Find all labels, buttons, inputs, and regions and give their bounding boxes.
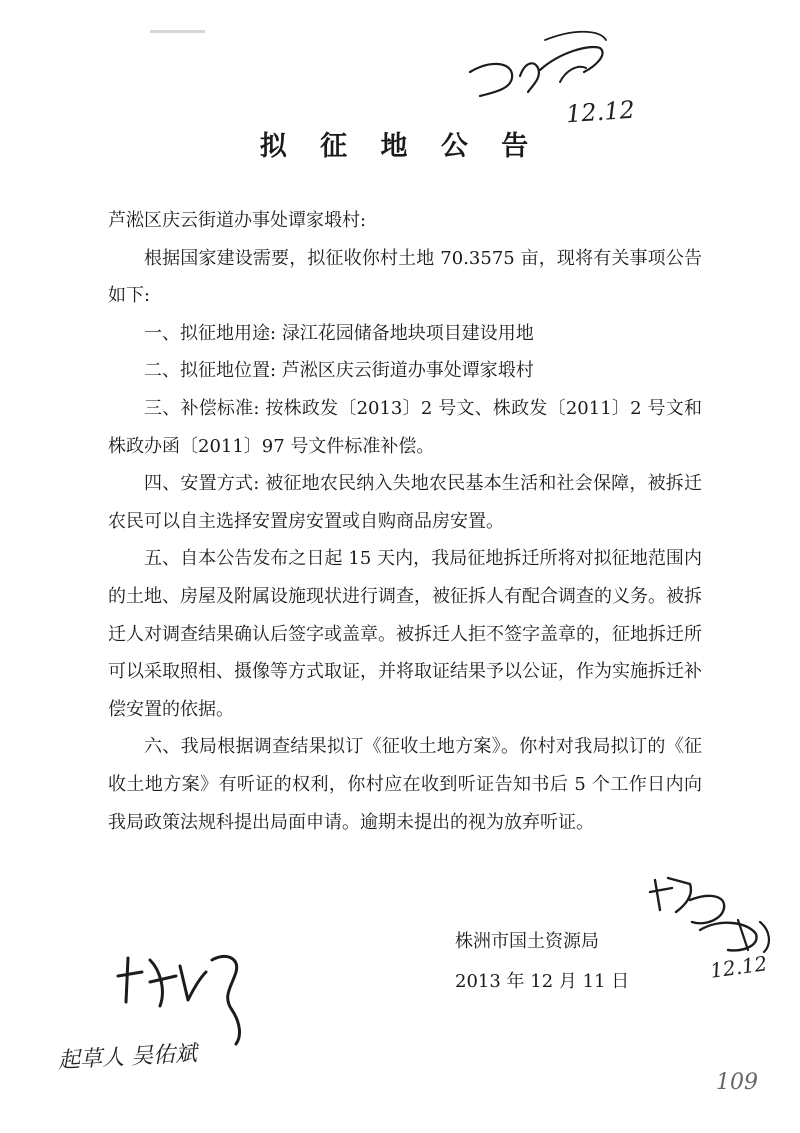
item-compensation: 三、补偿标准: 按株政发〔2013〕2 号文、株政发〔2011〕2 号文和株政办函〔2011〕97 号文件标准补偿。 xyxy=(108,397,702,457)
issue-date: 2013 年 12 月 11 日 xyxy=(455,971,630,992)
issuer-name: 株洲市国土资源局 xyxy=(455,931,599,952)
item-resettlement: 四、安置方式: 被征地农民纳入失地农民基本生活和社会保障，被拆迁农民可以自主选择安置房安置或自购商品房安置。 xyxy=(108,473,702,532)
issuer-block xyxy=(455,922,675,1002)
notice-body xyxy=(108,202,702,841)
page-number: 109 xyxy=(716,1070,758,1095)
page-title: 拟 征 地 公 告 xyxy=(259,131,541,162)
top-signature xyxy=(470,32,606,96)
item-purpose: 一、拟征地用途: 渌江花园储备地块项目建设用地 xyxy=(144,322,534,344)
top-right-handwritten-date: 12.12 xyxy=(565,95,636,129)
right-handwritten-date: 12.12 xyxy=(708,951,769,983)
left-signature xyxy=(118,956,239,1044)
item-location: 二、拟征地位置: 芦淞区庆云街道办事处谭家塅村 xyxy=(144,360,534,382)
intro-paragraph: 根据国家建设需要，拟征收你村土地 70.3575 亩，现将有关事项公告如下: xyxy=(108,247,702,307)
drafter-note: 起草人 吴佑斌 xyxy=(57,1041,198,1074)
item-survey: 五、自本公告发布之日起 15 天内，我局征地拆迁所将对拟征地范围内的土地、房屋及附属设施现状进行调查，被征拆人有配合调查的义务。被拆迁人对调查结果确认后签字或盖章。被拆迁人拒不签字盖章的，征地拆迁所可以采取照相、摄像等方式取证，并将取证结果予以公证，作为实施拆迁补偿安置的依据。 xyxy=(108,548,702,720)
item-hearing: 六、我局根据调查结果拟订《征收土地方案》。你村对我局拟订的《征收土地方案》有听证的权利，你村应在收到听证告知书后 5 个工作日内向我局政策法规科提出局面申请。逾期未提出的视为放弃听证。 xyxy=(108,736,702,833)
salutation: 芦淞区庆云街道办事处谭家塅村: xyxy=(108,210,367,231)
